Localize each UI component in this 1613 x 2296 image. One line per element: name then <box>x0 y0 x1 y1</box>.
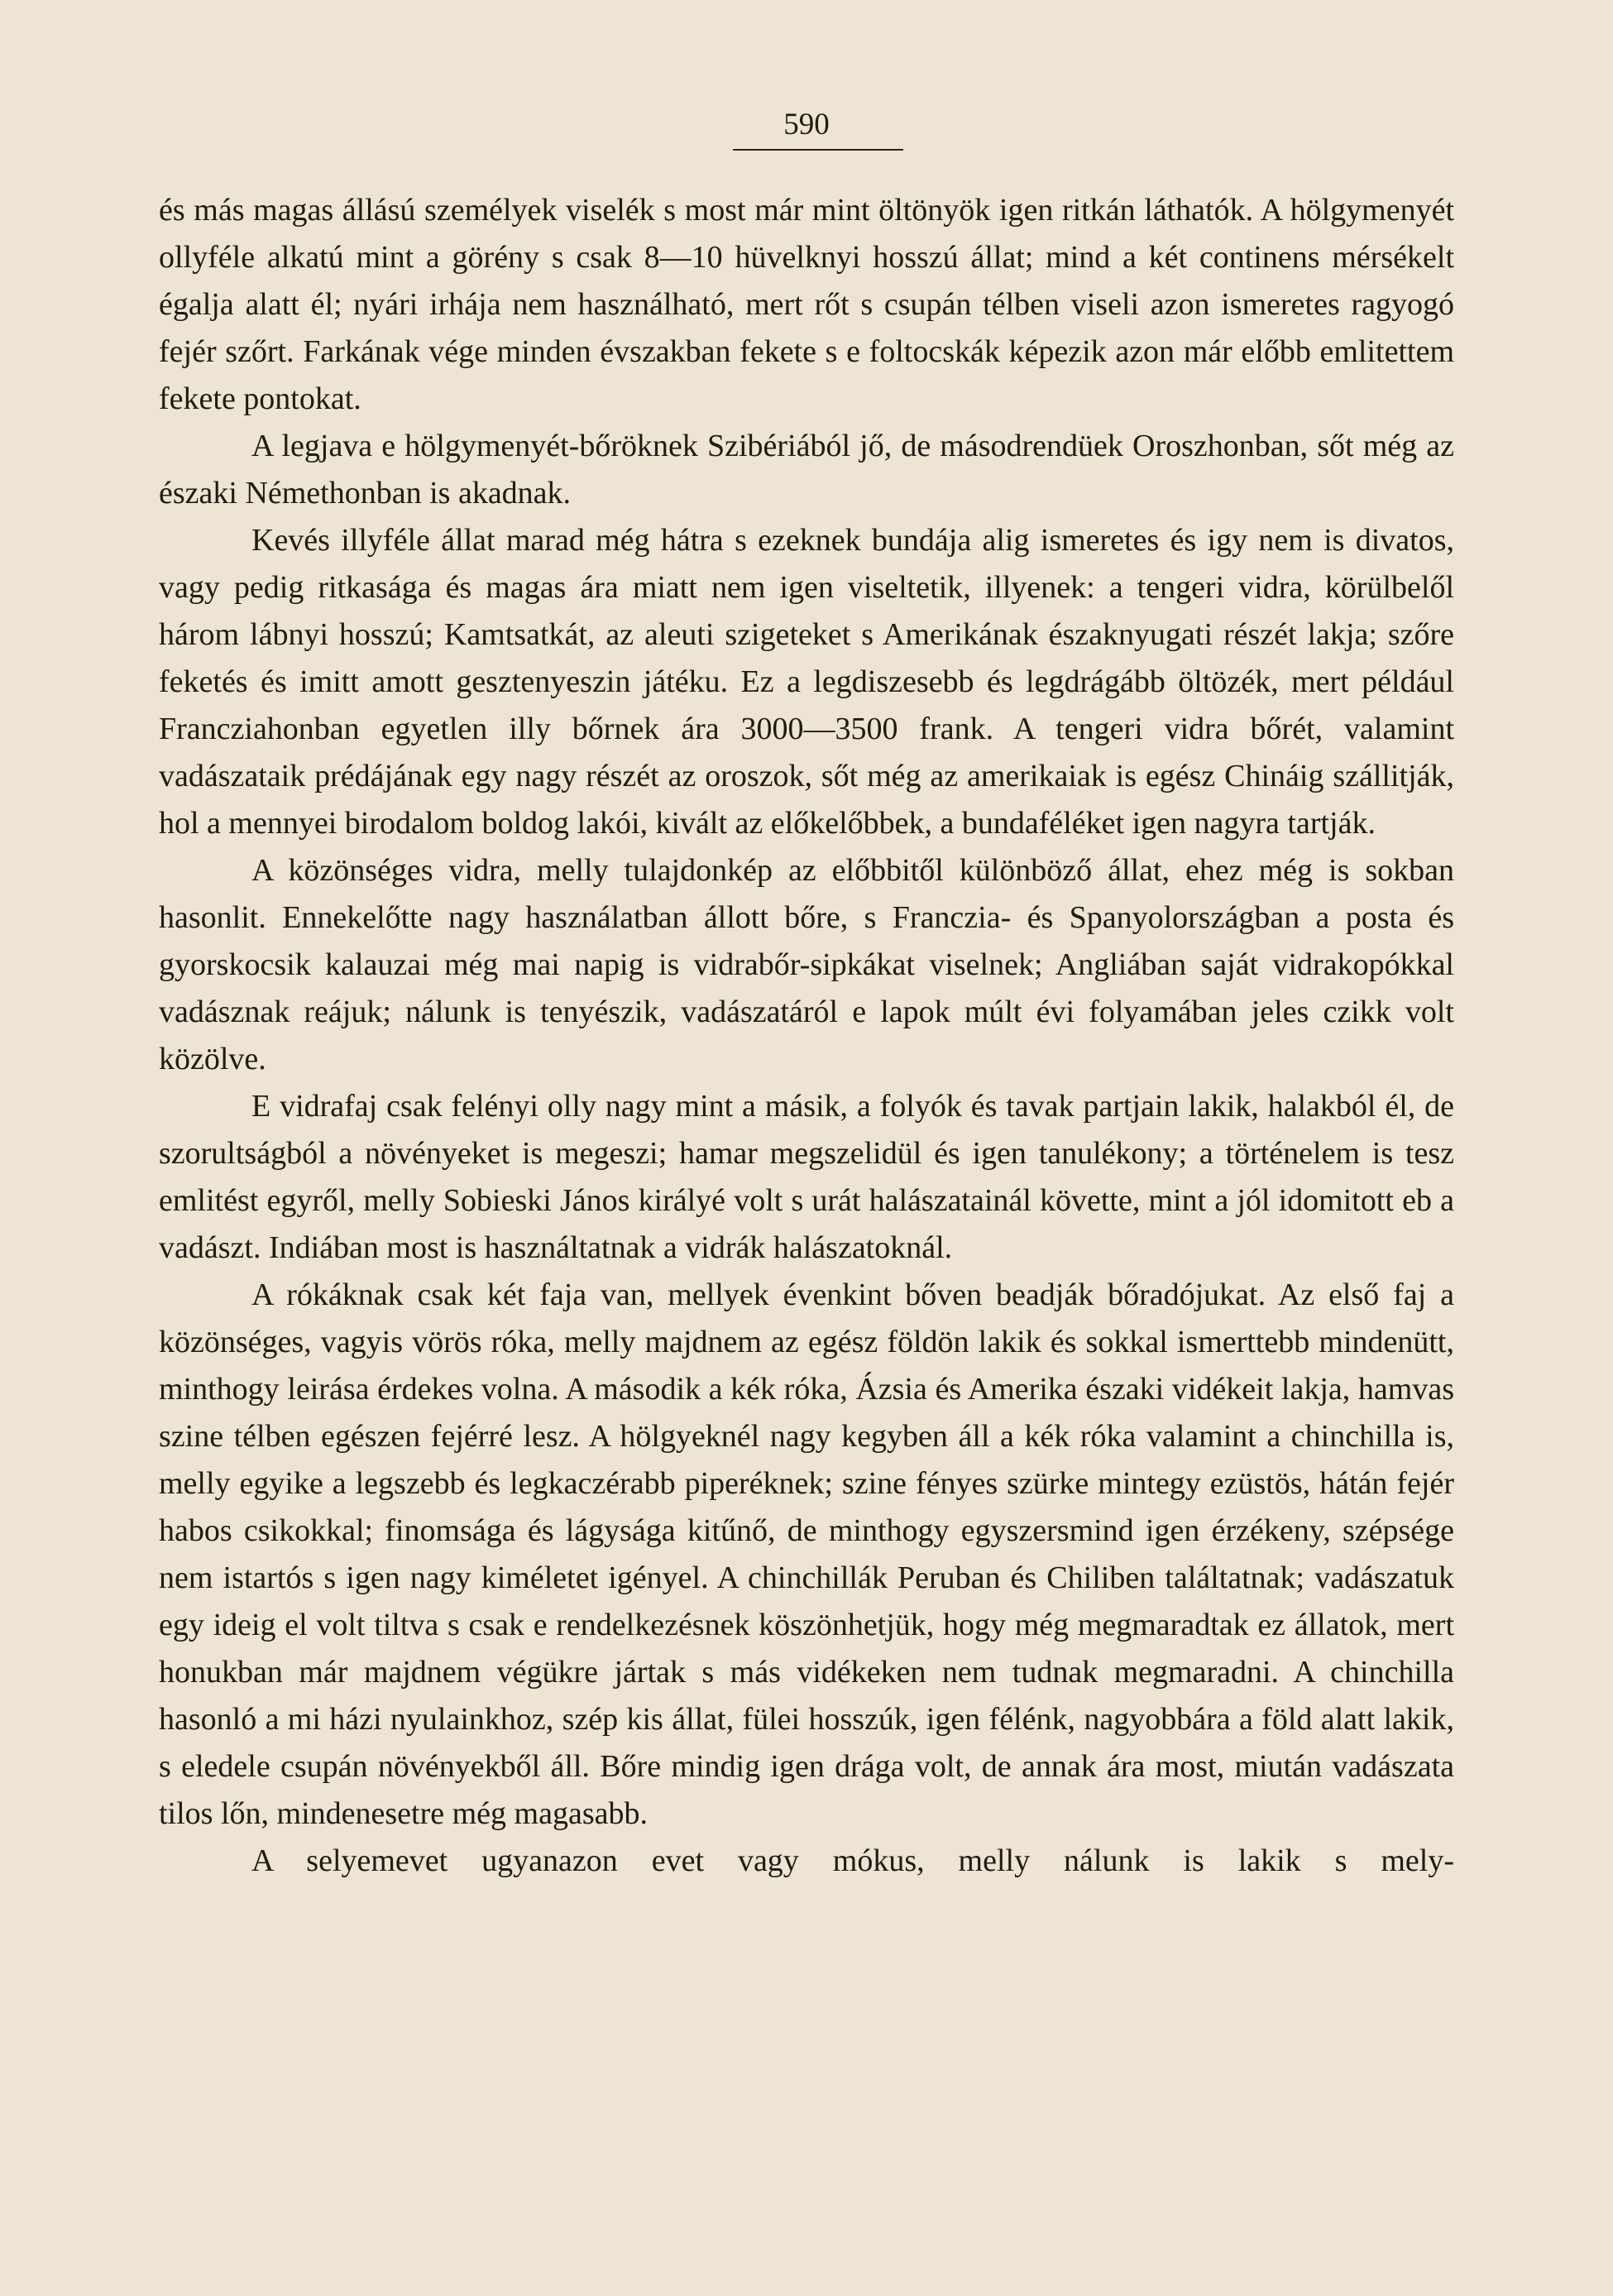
header-rule <box>733 149 903 151</box>
page-number: 590 <box>783 108 830 141</box>
body-text <box>159 187 1454 1885</box>
paragraph: A rókáknak csak két faja van, mellyek évenkint bőven beadják bőradójukat. Az első faj a közönséges, vagyis vörös róka, melly majdnem az egész földön lakik és sokkal ismerttebb mindenütt, minthogy leirása érdekes volna. A második a kék róka, Ázsia és Amerika északi vidékeit lakja, hamvas szine télben egészen fejérré lesz. A hölgyeknél nagy kegyben áll a kék róka valamint a chinchilla is, melly egyike a legszebb és legkaczérabb piperéknek; szine fényes szürke mintegy ezüstös, hátán fejér habos csikokkal; finomsága és lágysága kitűnő, de minthogy egyszersmind igen érzékeny, szépsége nem istartós s igen nagy kiméletet igényel. A chinchillák Peruban és Chiliben találtatnak; vadászatuk egy ideig el volt tiltva s csak e rendelkezésnek köszönhetjük, hogy még megmaradtak ez állatok, mert honukban már majdnem végükre jártak s más vidékeken nem tudnak megmaradni. A chinchilla hasonló a mi házi nyulainkhoz, szép kis állat, fülei hosszúk, igen félénk, nagyobbára a föld alatt lakik, s eledele csupán növényekből áll. Bőre mindig igen drága volt, de annak ára most, miután vadászata tilos lőn, mindenesetre még magasabb. <box>159 1277 1454 1831</box>
paragraph: A legjava e hölgymenyét-bőröknek Szibériából jő, de másodrendüek Oroszhonban, sőt még az északi Némethonban is akadnak. <box>159 429 1454 510</box>
paragraph: A közönséges vidra, melly tulajdonkép az előbbitől különböző állat, ehez még is sokban hasonlit. Ennekelőtte nagy használatban állott bőre, s Franczia- és Spanyolországban a posta és gyorskocsik kalauzai még mai napig is vidrabőr-sipkákat viselnek; Angliában saját vidrakopókkal vadásznak reájuk; nálunk is tenyészik, vadászatáról e lapok múlt évi folyamában jeles czikk volt közölve. <box>159 853 1454 1076</box>
paragraph: Kevés illyféle állat marad még hátra s ezeknek bundája alig ismeretes és igy nem is divatos, vagy pedig ritkasága és magas ára miatt nem igen viseltetik, illyenek: a tengeri vidra, körülbelől három lábnyi hosszú; Kamtsatkát, az aleuti szigeteket s Amerikának északnyugati részét lakja; szőre feketés és imitt amott gesztenyeszin játéku. Ez a legdiszesebb és legdrágább öltözék, mert például Franczіahonban egyetlen illy bőrnek ára 3000—3500 frank. A tengeri vidra bőrét, valamint vadászataik prédájának egy nagy részét az oroszok, sőt még az amerikaiak is egész Chináig szállitják, hol a mennyei birodalom boldog lakói, kivált az előkelőbbek, a bundaféléket igen nagyra tartják. <box>159 523 1454 841</box>
paragraph: és más magas állású személyek viselék s most már mint öltönyök igen ritkán láthatók. A hölgymenyét ollyféle alkatú mint a görény s csak 8—10 hüvelknyi hosszú állat; mind a két continens mérsékelt égalja alatt él; nyári irhája nem használható, mert rőt s csupán télben viseli azon ismeretes ragyogó fejér szőrt. Farkának vége minden évszakban fekete s e foltocskák képezik azon már előbb emlitettem fekete pontokat. <box>159 193 1454 416</box>
paragraph: A selyemevet ugyanazon evet vagy mókus, melly nálunk is lakik s mely- <box>251 1843 1454 1878</box>
paragraph: E vidrafaj csak felényi olly nagy mint a másik, a folyók és tavak partjain lakik, halakból él, de szorultságból a növényeket is megeszi; hamar megszelidül és igen tanulékony; a történelem is tesz emlitést egyről, melly Sobieski János királyé volt s urát halászatainál követte, mint a jól idomitott eb a vadászt. Indiában most is használtatnak a vidrák halászatoknál. <box>159 1089 1454 1265</box>
